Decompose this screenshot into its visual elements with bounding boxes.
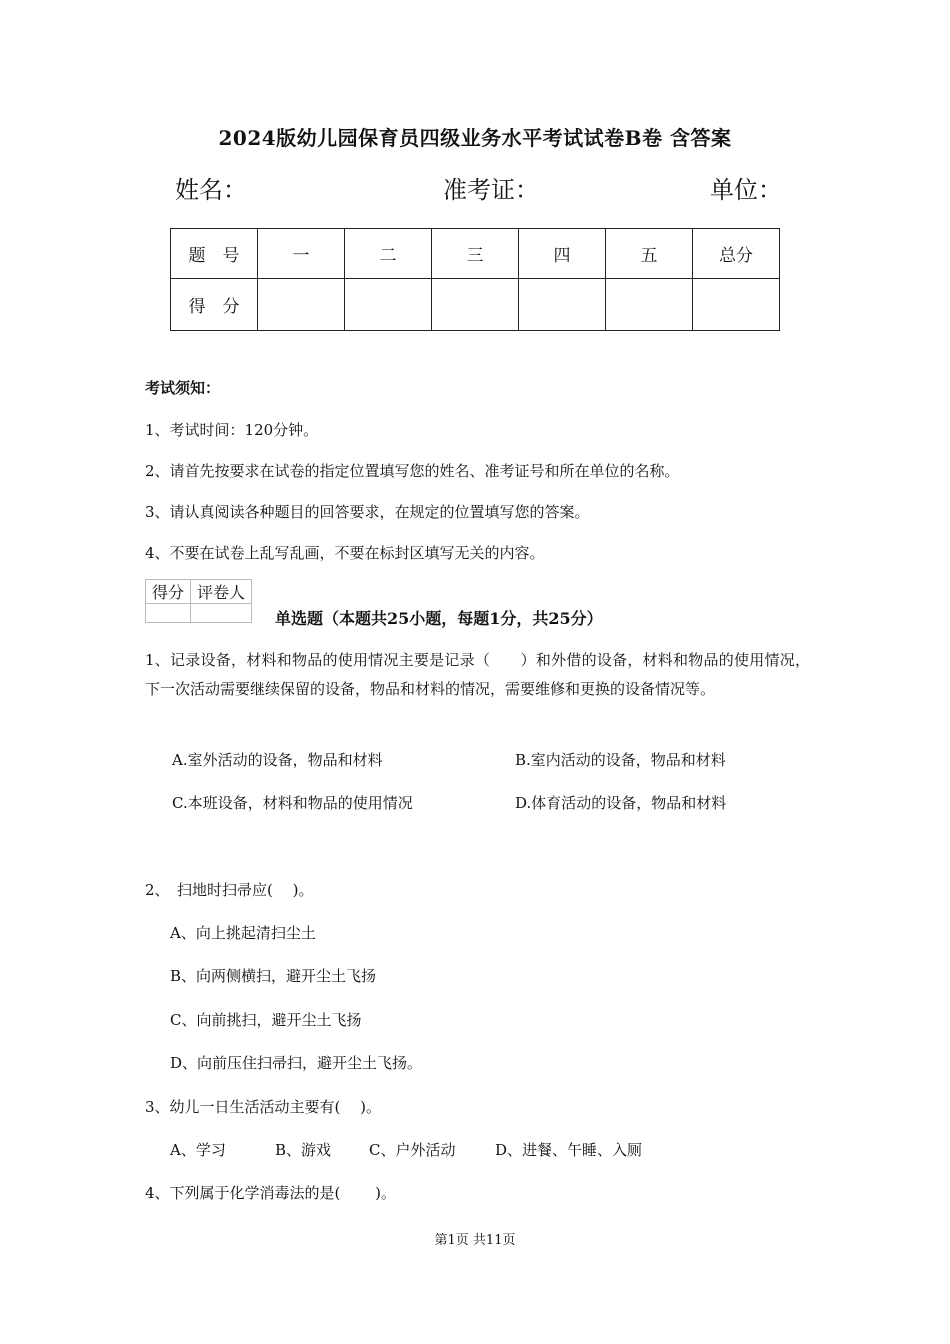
q1-option-c[interactable]: C.本班设备，材料和物品的使用情况 bbox=[172, 794, 413, 812]
score-cell[interactable] bbox=[258, 279, 345, 331]
score-table bbox=[170, 228, 780, 331]
notice-heading: 考试须知： bbox=[145, 379, 221, 397]
grader-score-label: 得分 bbox=[146, 580, 191, 604]
notice-item: 4、不要在试卷上乱写乱画，不要在标封区填写无关的内容。 bbox=[145, 544, 545, 562]
exam-title: 2024版幼儿园保育员四级业务水平考试试卷B卷 含答案 bbox=[218, 126, 732, 150]
score-cell[interactable] bbox=[345, 279, 432, 331]
score-table-score-row bbox=[171, 279, 780, 331]
question-1-stem: 1、记录设备，材料和物品的使用情况主要是记录（ ）和外借的设备，材料和物品的使用情况，下一次活动需要继续保留的设备，物品和材料的情况，需要维修和更换的设备情况等。 bbox=[145, 651, 810, 698]
notice-item: 2、请首先按要求在试卷的指定位置填写您的姓名、准考证号和所在单位的名称。 bbox=[145, 462, 680, 480]
q1-option-a[interactable]: A.室外活动的设备，物品和材料 bbox=[172, 751, 383, 769]
q3-option-c[interactable]: C、户外活动 bbox=[369, 1141, 456, 1159]
notice-item: 1、考试时间：120分钟。 bbox=[145, 421, 319, 439]
section-title: 单选题（本题共25小题，每题1分，共25分） bbox=[275, 609, 603, 628]
score-header-cell: 五 bbox=[606, 229, 693, 279]
question-2-stem: 2、 扫地时扫帚应( )。 bbox=[145, 881, 314, 899]
score-header-cell: 四 bbox=[519, 229, 606, 279]
exam-number-label: 准考证： bbox=[443, 176, 539, 204]
score-cell[interactable] bbox=[693, 279, 780, 331]
q2-option-d[interactable]: D、向前压住扫帚扫，避开尘土飞扬。 bbox=[170, 1054, 423, 1072]
score-header-cell: 二 bbox=[345, 229, 432, 279]
name-label: 姓名： bbox=[175, 176, 247, 204]
q2-option-b[interactable]: B、向两侧横扫，避开尘土飞扬 bbox=[170, 967, 377, 985]
score-header-cell: 题 号 bbox=[171, 229, 258, 279]
score-header-cell: 一 bbox=[258, 229, 345, 279]
grader-box bbox=[145, 579, 252, 623]
q3-option-d[interactable]: D、进餐、午睡、入厕 bbox=[495, 1141, 643, 1159]
q1-option-d[interactable]: D.体育活动的设备，物品和材料 bbox=[515, 794, 727, 812]
score-header-cell: 总分 bbox=[693, 229, 780, 279]
score-cell[interactable] bbox=[519, 279, 606, 331]
score-cell[interactable] bbox=[606, 279, 693, 331]
notice-item: 3、请认真阅读各种题目的回答要求，在规定的位置填写您的答案。 bbox=[145, 503, 590, 521]
grader-reviewer-cell[interactable] bbox=[191, 604, 252, 623]
question-3-stem: 3、幼儿一日生活活动主要有( )。 bbox=[145, 1098, 382, 1116]
grader-score-cell[interactable] bbox=[146, 604, 191, 623]
q2-option-a[interactable]: A、向上挑起清扫尘土 bbox=[170, 924, 316, 942]
page-footer: 第1页 共11页 bbox=[434, 1233, 516, 1248]
q3-option-a[interactable]: A、学习 bbox=[170, 1141, 226, 1159]
question-4-stem: 4、下列属于化学消毒法的是( )。 bbox=[145, 1184, 397, 1202]
score-row-label: 得 分 bbox=[171, 279, 258, 331]
q1-option-b[interactable]: B.室内活动的设备，物品和材料 bbox=[515, 751, 726, 769]
unit-label: 单位： bbox=[710, 176, 782, 204]
score-header-cell: 三 bbox=[432, 229, 519, 279]
q2-option-c[interactable]: C、向前挑扫，避开尘土飞扬 bbox=[170, 1011, 362, 1029]
score-cell[interactable] bbox=[432, 279, 519, 331]
grader-reviewer-label: 评卷人 bbox=[191, 580, 252, 604]
score-table-header-row bbox=[171, 229, 780, 279]
q3-option-b[interactable]: B、游戏 bbox=[275, 1141, 332, 1159]
